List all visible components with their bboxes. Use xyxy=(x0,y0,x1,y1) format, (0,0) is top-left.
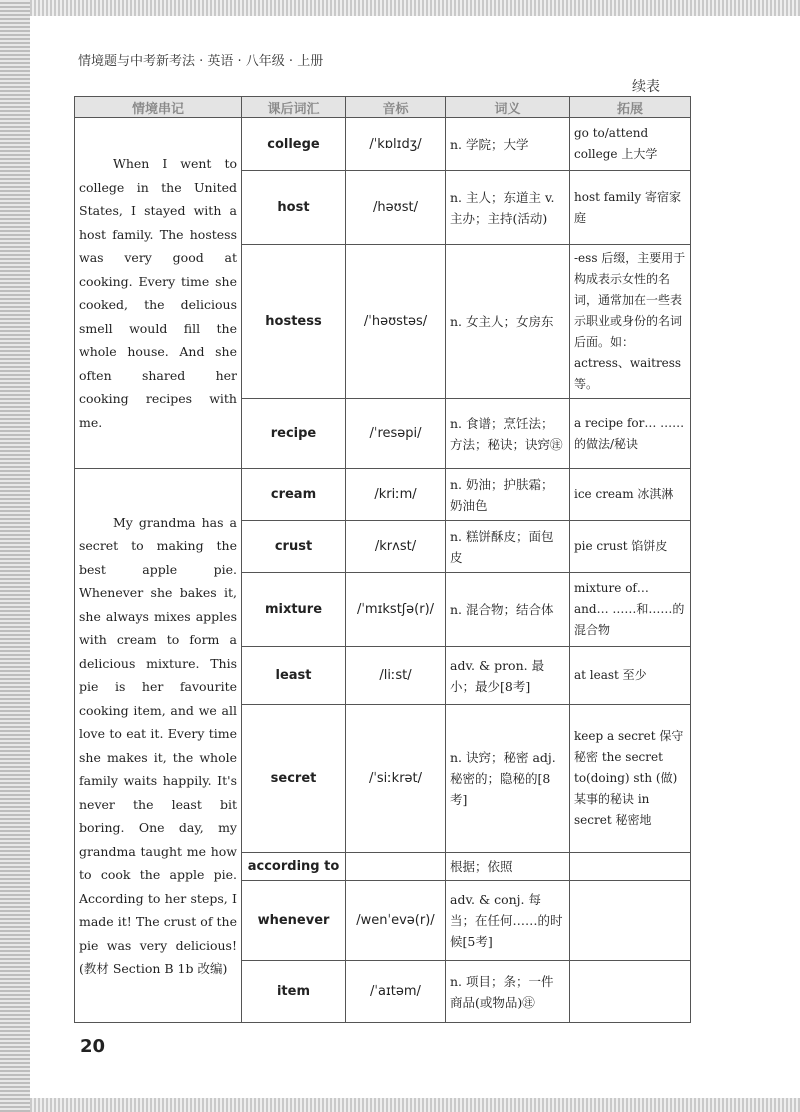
vocab-extension: a recipe for… ……的做法/秘诀 xyxy=(570,399,691,469)
vocab-meaning: adv. & conj. 每当；在任何……的时候[5考] xyxy=(446,881,570,961)
vocab-extension: host family 寄宿家庭 xyxy=(570,171,691,245)
vocab-word: least xyxy=(242,647,346,705)
vocab-meaning: n. 项目；条；一件商品(或物品)㊟ xyxy=(446,961,570,1023)
table-row xyxy=(75,469,691,521)
vocab-word: according to xyxy=(242,853,346,881)
vocab-word: recipe xyxy=(242,399,346,469)
vocab-meaning: n. 食谱；烹饪法；方法；秘诀；诀窍㊟ xyxy=(446,399,570,469)
continued-label: 续表 xyxy=(632,79,660,95)
vocab-word: whenever xyxy=(242,881,346,961)
vocab-phonetic: /liːst/ xyxy=(346,647,446,705)
story-passage-2 xyxy=(75,469,242,1023)
vocab-word: mixture xyxy=(242,573,346,647)
scan-edge-top xyxy=(30,0,800,16)
vocab-meaning: n. 混合物；结合体 xyxy=(446,573,570,647)
vocab-phonetic: /krʌst/ xyxy=(346,521,446,573)
col-header-word: 课后词汇 xyxy=(242,97,346,118)
vocab-extension: mixture of… and… ……和……的混合物 xyxy=(570,573,691,647)
vocab-phonetic: /ˈaɪtəm/ xyxy=(346,961,446,1023)
scan-edge-bottom xyxy=(30,1098,800,1112)
vocab-phonetic: /həʊst/ xyxy=(346,171,446,245)
vocab-word: item xyxy=(242,961,346,1023)
vocab-meaning: n. 诀窍；秘密 adj. 秘密的；隐秘的[8考] xyxy=(446,705,570,853)
vocab-extension xyxy=(570,881,691,961)
vocab-word: hostess xyxy=(242,245,346,399)
vocab-word: crust xyxy=(242,521,346,573)
table-row xyxy=(75,118,691,171)
table-header-row xyxy=(75,97,691,118)
vocab-meaning: 根据；依照 xyxy=(446,853,570,881)
vocab-meaning: n. 主人；东道主 v. 主办；主持(活动) xyxy=(446,171,570,245)
story-2-text: My grandma has a secret to making the best apple pie. Whenever she bakes it, she always mixes apples with cream to form a delicious mixture. This pie is her favourite cooking item, and we all love to eat it. Every time she makes it, the whole family waits happily. It's never the least bit boring. One day, my grandma taught me how to cook the apple pie. According to her steps, I made it! The crust of the pie was very delicious! (教材 Section B 1b 改编) xyxy=(79,514,237,976)
vocab-extension xyxy=(570,853,691,881)
vocab-meaning: n. 学院；大学 xyxy=(446,118,570,171)
vocab-meaning: adv. & pron. 最小；最少[8考] xyxy=(446,647,570,705)
story-passage-1 xyxy=(75,118,242,469)
vocabulary-table xyxy=(74,96,691,1023)
story-1-text: When I went to college in the United States, I stayed with a host family. The hostess was very good at cooking. Every time she cooked, the delicious smell would fill the whole house. And she often shared her cooking recipes with me. xyxy=(79,156,237,430)
col-header-meaning: 词义 xyxy=(446,97,570,118)
vocab-phonetic: /ˈmɪkstʃə(r)/ xyxy=(346,573,446,647)
page-number: 20 xyxy=(80,1036,106,1057)
vocab-word: host xyxy=(242,171,346,245)
vocab-phonetic: /ˈresəpi/ xyxy=(346,399,446,469)
vocab-meaning: n. 奶油；护肤霜；奶油色 xyxy=(446,469,570,521)
scan-edge-left xyxy=(0,0,30,1112)
vocab-extension: go to/attend college 上大学 xyxy=(570,118,691,171)
vocab-phonetic: /ˈkɒlɪdʒ/ xyxy=(346,118,446,171)
vocab-extension: ice cream 冰淇淋 xyxy=(570,469,691,521)
vocab-phonetic xyxy=(346,853,446,881)
vocab-phonetic: /kriːm/ xyxy=(346,469,446,521)
vocab-meaning: n. 女主人；女房东 xyxy=(446,245,570,399)
vocab-word: cream xyxy=(242,469,346,521)
vocab-phonetic: /wenˈevə(r)/ xyxy=(346,881,446,961)
col-header-phonetic: 音标 xyxy=(346,97,446,118)
vocab-extension: -ess 后缀，主要用于构成表示女性的名词，通常加在一些表示职业或身份的名词后面。如：actress、waitress 等。 xyxy=(570,245,691,399)
vocab-meaning: n. 糕饼酥皮；面包皮 xyxy=(446,521,570,573)
vocab-extension: pie crust 馅饼皮 xyxy=(570,521,691,573)
running-title: 情境题与中考新考法 · 英语 · 八年级 · 上册 xyxy=(78,54,324,69)
vocab-word: college xyxy=(242,118,346,171)
col-header-extension: 拓展 xyxy=(570,97,691,118)
vocab-word: secret xyxy=(242,705,346,853)
vocab-extension: at least 至少 xyxy=(570,647,691,705)
col-header-story: 情境串记 xyxy=(75,97,242,118)
vocab-phonetic: /ˈsiːkrət/ xyxy=(346,705,446,853)
vocab-extension: keep a secret 保守秘密 the secret to(doing) sth (做)某事的秘诀 in secret 秘密地 xyxy=(570,705,691,853)
vocab-extension xyxy=(570,961,691,1023)
vocab-phonetic: /ˈhəʊstəs/ xyxy=(346,245,446,399)
